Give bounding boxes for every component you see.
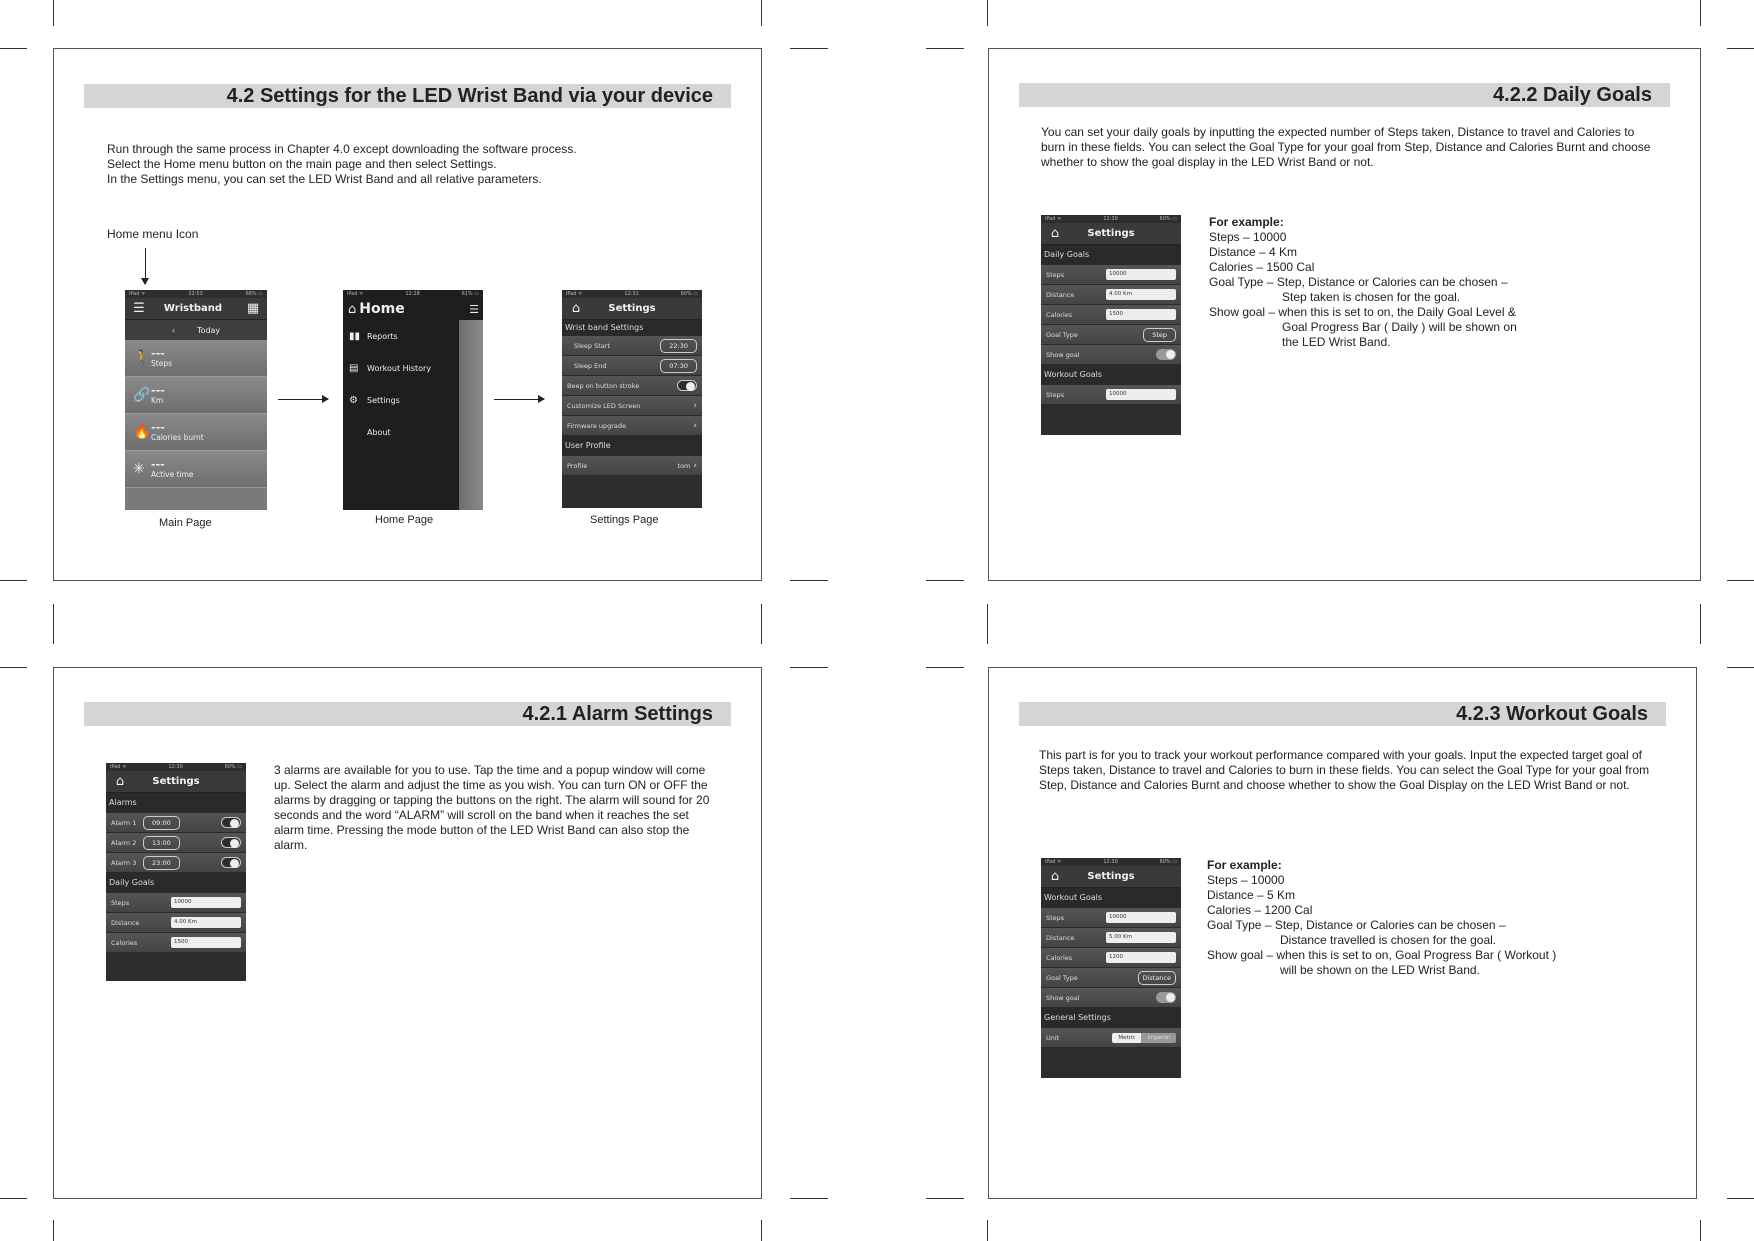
main-page-screenshot — [125, 290, 267, 510]
show-goal-toggle[interactable] — [1156, 992, 1176, 1003]
crop-mark — [1700, 0, 1701, 26]
show-goal-row: Show goal — [1041, 988, 1181, 1008]
nav-bar — [1041, 223, 1181, 245]
home-menu-icon[interactable]: ☰ — [469, 302, 479, 316]
workout-steps-row: Steps 10000 — [1041, 385, 1181, 405]
crop-mark — [1700, 1220, 1701, 1241]
steps-input[interactable]: 10000 — [171, 897, 241, 908]
example-block: For example: Steps – 10000 Distance – 4 Km Calories – 1500 Cal Goal Type – Step, Distance or Calories can be chosen – Step taken is chosen for the goal. Show goal – when this is set to on, the Daily Goal Level & Goal Progress Bar ( Daily ) will be shown on the LED Wrist Band. — [1209, 215, 1517, 349]
daily-goals-screenshot — [1041, 215, 1181, 435]
status-bar: iPad ᯤ 12:30 60% ▭ — [110, 764, 242, 770]
steps-row: Steps 10000 — [1041, 908, 1181, 928]
pointer-arrow — [145, 248, 146, 284]
calories-row: Calories 1200 — [1041, 948, 1181, 968]
screen-title: Settings — [608, 303, 656, 314]
status-bar: iPad ᯤ 12:31 60% ▭ — [566, 291, 698, 297]
page-4-2-1 — [53, 667, 762, 1199]
sleep-start-button[interactable]: 22:30 — [660, 339, 697, 353]
nav-bar — [106, 771, 246, 793]
status-bar: iPad ᯤ 12:28 61% ▭ — [347, 291, 479, 297]
screen-title: Home — [359, 301, 405, 317]
gear-icon: ⚙ — [349, 394, 358, 406]
page-title: 4.2 Settings for the LED Wrist Band via your device — [84, 84, 731, 108]
crop-mark — [1727, 1198, 1754, 1199]
screen-title: Settings — [1087, 228, 1135, 239]
crop-mark — [987, 0, 988, 26]
workout-goals-screenshot — [1041, 858, 1181, 1078]
alarm-toggle[interactable] — [221, 857, 241, 868]
screen-title: Wristband — [163, 303, 223, 314]
nav-bar — [562, 298, 702, 320]
bar-chart-icon: ▮▮ — [349, 330, 361, 342]
steps-input[interactable]: 10000 — [1106, 912, 1176, 923]
section-header: User Profile — [562, 436, 702, 456]
steps-row: Steps 10000 — [1041, 265, 1181, 285]
flow-arrow — [494, 399, 544, 400]
crop-mark — [1727, 667, 1754, 668]
distance-input[interactable]: 4.00 Km — [171, 917, 241, 928]
section-header: General Settings — [1041, 1008, 1181, 1028]
crop-mark — [0, 667, 27, 668]
alarm-time-button[interactable]: 23:00 — [143, 856, 180, 870]
chevron-right-icon: › — [693, 400, 697, 411]
crop-mark — [761, 1220, 762, 1241]
show-goal-row: Show goal — [1041, 345, 1181, 365]
nav-bar — [125, 298, 267, 320]
unit-row: Unit Metric Imperial — [1041, 1028, 1181, 1048]
date-label: Today — [197, 325, 221, 335]
crop-mark — [926, 667, 964, 668]
intro-line: Select the Home menu button on the main page and then select Settings. — [107, 157, 497, 171]
crop-mark — [1727, 48, 1754, 49]
section-header: Daily Goals — [106, 873, 246, 893]
crop-mark — [926, 48, 964, 49]
crop-mark — [53, 0, 54, 26]
alarm-toggle[interactable] — [221, 817, 241, 828]
calendar-icon[interactable]: ▦ — [246, 301, 260, 316]
date-bar — [125, 320, 267, 340]
distance-icon: 🔗 — [133, 387, 151, 403]
page-title: 4.2.2 Daily Goals — [1019, 83, 1670, 107]
crop-mark — [0, 580, 27, 581]
status-bar: iPad ᯤ 12:53 66% ▭ — [125, 290, 267, 298]
home-header — [343, 298, 483, 320]
list-item: 🔥 --- Calories burnt — [125, 414, 267, 451]
profile-row[interactable]: Profile tom › — [562, 456, 702, 476]
crop-mark — [790, 667, 828, 668]
alarm-row: Alarm 3 23:00 — [106, 853, 246, 873]
distance-row: Distance 4.00 Km — [1041, 285, 1181, 305]
home-menu-icon-label: Home menu Icon — [107, 227, 199, 241]
goal-type-button[interactable]: Step — [1143, 328, 1176, 342]
crop-mark — [761, 604, 762, 644]
page-title: 4.2.3 Workout Goals — [1019, 702, 1666, 726]
main-page-peek — [459, 320, 483, 510]
status-bar: iPad ᯤ 12:30 60% ▭ — [1045, 216, 1177, 222]
section-header: Workout Goals — [1041, 888, 1181, 908]
nav-bar — [1041, 866, 1181, 888]
crop-mark — [987, 1220, 988, 1241]
home-icon: ⌂ — [348, 301, 357, 317]
menu-item-about[interactable]: About — [367, 427, 391, 437]
calories-input[interactable]: 1500 — [171, 937, 241, 948]
section-header: Workout Goals — [1041, 365, 1181, 385]
calories-row: Calories 1500 — [106, 933, 246, 953]
page-title: 4.2.1 Alarm Settings — [84, 702, 731, 726]
goal-type-row: Goal Type Distance — [1041, 968, 1181, 988]
goal-type-row: Goal Type Step — [1041, 325, 1181, 345]
home-icon[interactable]: ⌂ — [1050, 226, 1060, 241]
intro-text — [107, 142, 707, 187]
flow-arrow — [278, 399, 328, 400]
goal-type-button[interactable]: Distance — [1138, 971, 1176, 985]
distance-row: Distance 5.00 Km — [1041, 928, 1181, 948]
chevron-right-icon: › — [693, 420, 697, 431]
flame-icon: 🔥 — [133, 424, 151, 440]
document-icon: ▤ — [349, 362, 359, 374]
alarm-row: Alarm 2 13:00 — [106, 833, 246, 853]
alarm-time-button[interactable]: 09:00 — [143, 816, 180, 830]
calories-row: Calories 1500 — [1041, 305, 1181, 325]
home-page-screenshot — [343, 290, 483, 510]
section-header: Daily Goals — [1041, 245, 1181, 265]
crop-mark — [53, 604, 54, 644]
body-text: 3 alarms are available for you to use. Tap the time and a popup window will come up. Select the alarm and adjust the time as you wish. You can turn ON or OFF the alarms by dragging or tapping the buttons on the right. The alarm will sound for 20 seconds and the word “ALARM” will scroll on the band when it reaches the set alarm time. Pressing the mode button of the LED Wrist Band can also stop the alarm. — [274, 763, 710, 852]
alarm-time-button[interactable]: 13:00 — [143, 836, 180, 850]
alarm-settings-screenshot — [106, 763, 246, 981]
show-goal-toggle[interactable] — [1156, 349, 1176, 360]
customize-led-row[interactable]: Customize LED Screen › — [562, 396, 702, 416]
page-4-2-3 — [988, 667, 1697, 1199]
body-text: You can set your daily goals by inputting the expected number of Steps taken, Distance to travel and Calories to burn in these fields. You can select the Goal Type for your goal from Step, Distance and Calories Burnt and choose whether to show the goal display in the LED Wrist Band or not. — [1041, 125, 1651, 169]
calories-input[interactable]: 1500 — [1106, 309, 1176, 320]
unit-imperial-option[interactable]: Imperial — [1141, 1033, 1176, 1043]
settings-page-caption: Settings Page — [590, 514, 659, 526]
list-item: 🚶 --- Steps — [125, 340, 267, 377]
crop-mark — [0, 48, 27, 49]
home-icon[interactable]: ⌂ — [115, 774, 125, 789]
crop-mark — [790, 580, 828, 581]
unit-metric-option[interactable]: Metric — [1112, 1033, 1141, 1043]
crop-mark — [0, 1198, 27, 1199]
status-bar: iPad ᯤ 12:30 60% ▭ — [1045, 859, 1177, 865]
menu-item-reports[interactable]: ▮▮ Reports — [349, 330, 398, 342]
settings-page-screenshot — [562, 290, 702, 508]
menu-item-settings[interactable]: ⚙ Settings — [349, 394, 400, 406]
home-menu — [343, 320, 458, 448]
walk-icon: 🚶 — [133, 350, 151, 366]
unit-segmented-control — [1112, 1033, 1176, 1043]
sleep-end-button[interactable]: 07:30 — [660, 359, 697, 373]
distance-input[interactable]: 5.00 Km — [1106, 932, 1176, 943]
alarm-row: Alarm 1 09:00 — [106, 813, 246, 833]
menu-item-workout-history[interactable]: ▤ Workout History — [349, 362, 432, 374]
home-icon[interactable]: ⌂ — [1050, 869, 1060, 884]
chevron-right-icon: › — [693, 460, 697, 471]
beep-row: Beep on button stroke — [562, 376, 702, 396]
crop-mark — [1700, 604, 1701, 644]
crop-mark — [987, 604, 988, 644]
sleep-end-row[interactable]: Sleep End 07:30 — [562, 356, 702, 376]
home-icon[interactable]: ⌂ — [571, 301, 581, 316]
page-4-2-2 — [988, 48, 1701, 581]
home-page-caption: Home Page — [375, 514, 434, 526]
section-header: Wrist band Settings — [562, 320, 702, 336]
distance-row: Distance 4.00 Km — [106, 913, 246, 933]
crop-mark — [53, 1220, 54, 1241]
firmware-upgrade-row[interactable]: Firmware upgrade › — [562, 416, 702, 436]
distance-input[interactable]: 4.00 Km — [1106, 289, 1176, 300]
crop-mark — [926, 580, 964, 581]
screen-title: Settings — [152, 776, 200, 787]
crop-mark — [1727, 580, 1754, 581]
active-time-icon: ✳ — [133, 461, 145, 477]
crop-mark — [790, 48, 828, 49]
crop-mark — [761, 0, 762, 26]
intro-line: Run through the same process in Chapter 4.0 except downloading the software process. — [107, 142, 577, 156]
crop-mark — [926, 1198, 964, 1199]
alarm-toggle[interactable] — [221, 837, 241, 848]
main-page-caption: Main Page — [159, 517, 212, 529]
beep-toggle[interactable] — [677, 380, 697, 391]
list-item: ✳ --- Active time — [125, 451, 267, 488]
workout-steps-input[interactable]: 10000 — [1106, 389, 1176, 400]
page-4-2 — [53, 48, 762, 581]
body-text: This part is for you to track your workout performance compared with your goals. Input the expected target goal of Steps taken, Distance to travel and Calories to burn in these fields. You can select the Goal Type for your goal from Step, Distance and Calories Burnt and choose whether to show the Goal Display on the LED Wrist Band or not. — [1039, 748, 1650, 792]
crop-mark — [790, 1198, 828, 1199]
list-item: 🔗 --- Km — [125, 377, 267, 414]
steps-row: Steps 10000 — [106, 893, 246, 913]
section-header: Alarms — [106, 793, 246, 813]
intro-line: In the Settings menu, you can set the LED Wrist Band and all relative parameters. — [107, 172, 542, 186]
chevron-left-icon[interactable]: ‹ — [171, 325, 176, 335]
screen-title: Settings — [1087, 871, 1135, 882]
sleep-start-row[interactable]: Sleep Start 22:30 — [562, 336, 702, 356]
home-menu-icon[interactable]: ☰ — [133, 301, 145, 316]
steps-input[interactable]: 10000 — [1106, 269, 1176, 280]
calories-input[interactable]: 1200 — [1106, 952, 1176, 963]
example-block: For example: Steps – 10000 Distance – 5 Km Calories – 1200 Cal Goal Type – Step, Distance or Calories can be chosen – Distance travelled is chosen for the goal. Show goal – when this is set to on, Goal Progress Bar ( Workout ) will be shown on the LED Wrist Band. — [1207, 858, 1557, 977]
